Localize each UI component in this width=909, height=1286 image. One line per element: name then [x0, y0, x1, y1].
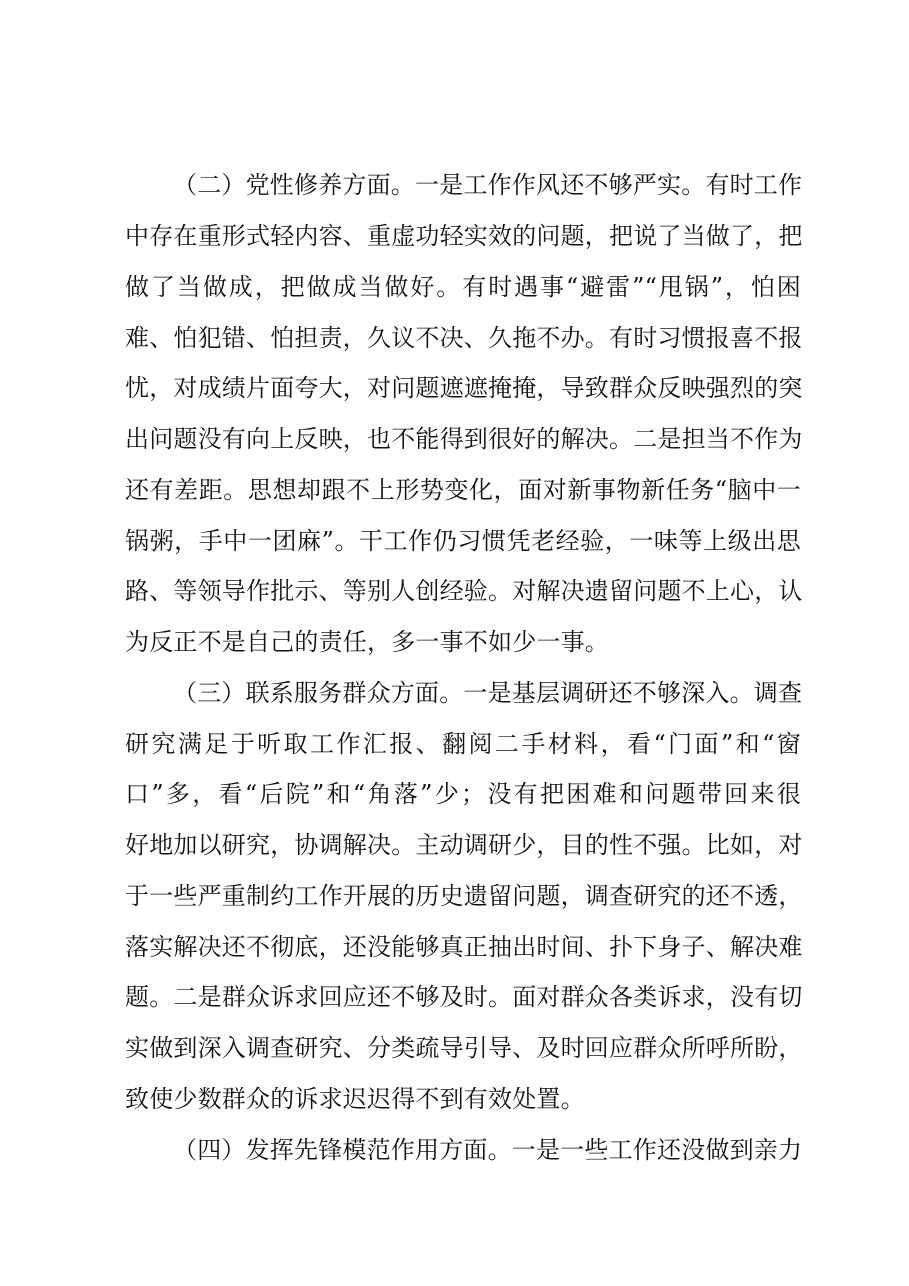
paragraph-line: 落实解决还不彻底，还没能够真正抽出时间、扑下身子、解决难 — [125, 933, 803, 961]
paragraph-line: 做了当做成，把做成当做好。有时遇事“避雷”“甩锅”，怕困 — [125, 273, 801, 301]
paragraph-line: 研究满足于听取工作汇报、翻阅二手材料，看“门面”和“窗 — [125, 730, 801, 758]
paragraph-line: 题。二是群众诉求回应还不够及时。面对群众各类诉求，没有切 — [125, 983, 803, 1011]
paragraph-line: 难、怕犯错、怕担责，久议不决、久拖不办。有时习惯报喜不报 — [125, 324, 803, 352]
paragraph-line: 致使少数群众的诉求迟迟得不到有效处置。 — [125, 1085, 585, 1113]
paragraph-line: 忧，对成绩片面夸大，对问题遮遮掩掩，导致群众反映强烈的突 — [125, 374, 803, 402]
paragraph-line: 路、等领导作批示、等别人创经验。对解决遗留问题不上心，认 — [125, 577, 803, 605]
paragraph-line: 口”多，看“后院”和“角落”少；没有把困难和问题带回来很 — [125, 780, 801, 808]
paragraph-line: 中存在重形式轻内容、重虚功轻实效的问题，把说了当做了，把 — [125, 222, 803, 250]
paragraph-line: （四）发挥先锋模范作用方面。一是一些工作还没做到亲力 — [173, 1136, 803, 1164]
paragraph-line: 于一些严重制约工作开展的历史遗留问题，调查研究的还不透， — [125, 882, 803, 910]
paragraph-line: （三）联系服务群众方面。一是基层调研还不够深入。调查 — [173, 679, 803, 707]
paragraph-line: 实做到深入调查研究、分类疏导引导、及时回应群众所呼所盼， — [125, 1034, 803, 1062]
paragraph-line: （二）党性修养方面。一是工作作风还不够严实。有时工作 — [173, 171, 803, 199]
paragraph-line: 好地加以研究，协调解决。主动调研少，目的性不强。比如，对 — [125, 831, 803, 859]
paragraph-line: 出问题没有向上反映，也不能得到很好的解决。二是担当不作为 — [125, 425, 803, 453]
paragraph-line: 锅粥，手中一团麻”。干工作仍习惯凭老经验，一味等上级出思 — [125, 527, 801, 555]
paragraph-line: 为反正不是自己的责任，多一事不如少一事。 — [125, 628, 609, 656]
paragraph-line: 还有差距。思想却跟不上形势变化，面对新事物新任务“脑中一 — [125, 476, 801, 504]
